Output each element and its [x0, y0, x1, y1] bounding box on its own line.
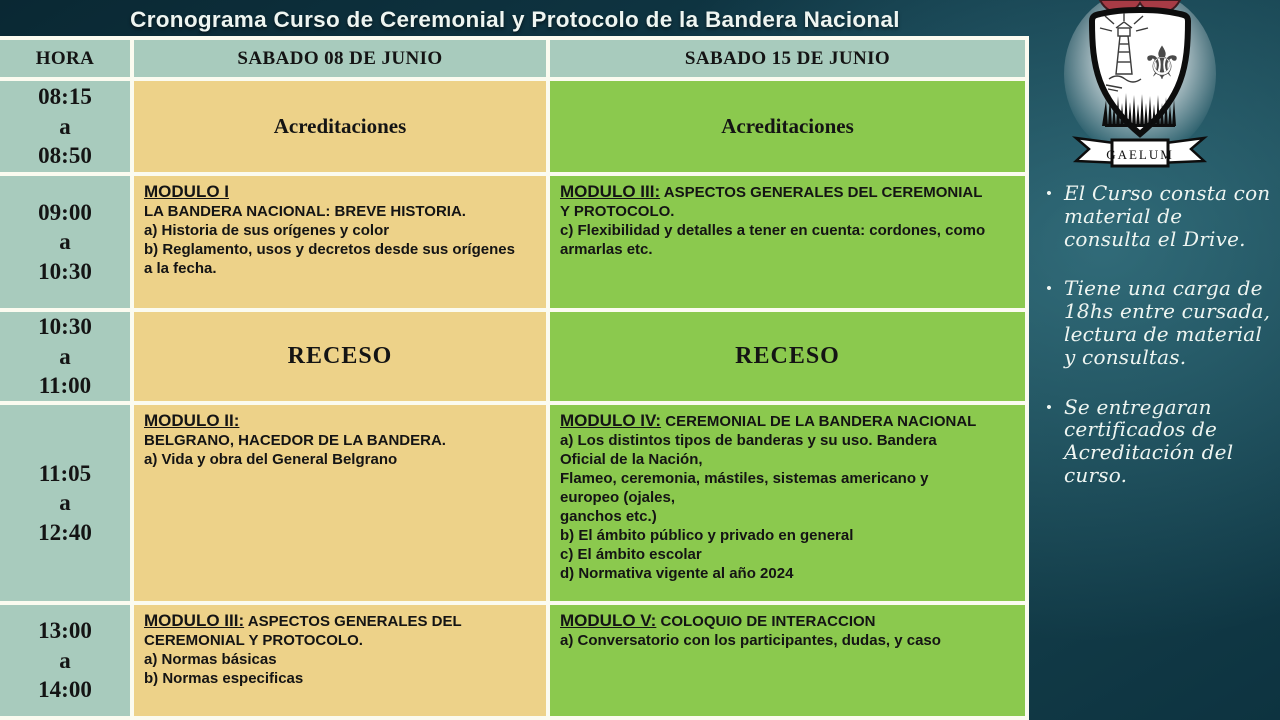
- sidebar: [1030, 0, 1280, 720]
- pine-trees-base: [1105, 124, 1175, 127]
- time-cell: [0, 81, 130, 172]
- header-hora: HORA: [0, 40, 130, 77]
- time-sep: a: [59, 113, 71, 139]
- page-title: Cronograma Curso de Ceremonial y Protocolo de la Bandera Nacional: [130, 7, 900, 32]
- time-end: 12:40: [38, 519, 92, 545]
- list-item: [1034, 396, 1276, 487]
- time-sep: a: [59, 490, 71, 516]
- time-end: 08:50: [38, 143, 92, 169]
- schedule-table: [0, 36, 1029, 720]
- time-cell: [0, 176, 130, 308]
- module-heading: MODULO IV:: [560, 411, 662, 430]
- cell-line: a) Historia de sus orígenes y color: [144, 222, 390, 239]
- header-sabado-15: SABADO 15 DE JUNIO: [550, 40, 1025, 77]
- cell-line: c) Flexibilidad y detalles a tener en cuenta: cordones, como: [560, 222, 986, 239]
- cell-line: d) Normativa vigente al año 2024: [560, 565, 794, 582]
- time-start: 11:05: [38, 460, 92, 486]
- module-subtitle: ASPECTOS GENERALES DEL: [247, 613, 462, 630]
- bullet-icon: •: [1046, 185, 1052, 202]
- note-text: Tiene una carga de 18hs entre cursada, lectura de material y consultas.: [1064, 276, 1271, 369]
- bullet-icon: •: [1046, 280, 1052, 298]
- cell-line: b) El ámbito público y privado en general: [560, 527, 854, 544]
- gaelum-crest: [1062, 0, 1218, 170]
- module-heading: MODULO III:: [560, 182, 661, 201]
- time-cell: [0, 312, 130, 401]
- cell-modulo-1: [134, 176, 546, 308]
- cell-acreditaciones-d1: Acreditaciones: [134, 81, 546, 172]
- cell-modulo-2: [134, 405, 546, 601]
- cell-receso-d1: RECESO: [134, 312, 546, 401]
- cell-modulo-3-d1: [134, 605, 546, 716]
- module-heading: MODULO V:: [560, 611, 657, 630]
- cell-modulo-4: [550, 405, 1025, 601]
- module-subtitle: ASPECTOS GENERALES DEL CEREMONIAL: [663, 184, 983, 201]
- time-start: 13:00: [38, 618, 92, 644]
- cell-line: b) Normas especificas: [144, 670, 304, 687]
- note-text: Se entregaran certificados de Acreditación del curso.: [1064, 394, 1234, 487]
- cell-modulo-3-d2: [550, 176, 1025, 308]
- cell-line: armarlas etc.: [560, 241, 653, 258]
- cell-line: a) Normas básicas: [144, 651, 277, 668]
- cell-line: a la fecha.: [144, 260, 217, 277]
- time-start: 08:15: [38, 84, 92, 110]
- cell-line: a) Los distintos tipos de banderas y su uso. Bandera: [560, 432, 937, 449]
- module-heading: MODULO III:: [144, 611, 245, 630]
- cell-line: BELGRANO, HACEDOR DE LA BANDERA.: [144, 432, 446, 449]
- cell-line: ganchos etc.): [560, 508, 657, 525]
- module-subtitle: COLOQUIO DE INTERACCION: [660, 613, 876, 630]
- time-start: 09:00: [38, 199, 92, 225]
- note-text: El Curso consta con material de consulta el Drive.: [1064, 181, 1271, 251]
- cell-receso-d2: RECESO: [550, 312, 1025, 401]
- cell-line: LA BANDERA NACIONAL: BREVE HISTORIA.: [144, 203, 466, 220]
- cell-line: a) Vida y obra del General Belgrano: [144, 451, 398, 468]
- time-end: 10:30: [38, 258, 92, 284]
- cell-line: Y PROTOCOLO.: [560, 203, 675, 220]
- time-sep: a: [59, 647, 71, 673]
- gaelum-ribbon: [1076, 138, 1204, 166]
- time-end: 14:00: [38, 677, 92, 703]
- time-start: 10:30: [38, 314, 92, 340]
- cell-line: Flameo, ceremonia, mástiles, sistemas americano y: [560, 470, 929, 487]
- cell-line: b) Reglamento, usos y decretos desde sus orígenes: [144, 241, 515, 258]
- module-heading: MODULO I: [144, 182, 229, 201]
- cell-acreditaciones-d2: Acreditaciones: [550, 81, 1025, 172]
- time-end: 11:00: [38, 373, 92, 399]
- list-item: [1034, 182, 1276, 250]
- list-item: [1034, 277, 1276, 368]
- cell-line: CEREMONIAL Y PROTOCOLO.: [144, 632, 363, 649]
- cell-line: europeo (ojales,: [560, 489, 676, 506]
- time-sep: a: [59, 343, 71, 369]
- cell-line: Oficial de la Nación,: [560, 451, 703, 468]
- cell-modulo-5: [550, 605, 1025, 716]
- module-heading: MODULO II:: [144, 411, 240, 430]
- fleur-de-lis-icon: ⚜: [1141, 36, 1183, 90]
- crest-motto: GAELUM: [1106, 147, 1174, 162]
- time-cell: [0, 405, 130, 601]
- bullet-icon: •: [1046, 398, 1052, 416]
- time-sep: a: [59, 229, 71, 255]
- cell-line: c) El ámbito escolar: [560, 546, 702, 563]
- header-sabado-08: SABADO 08 DE JUNIO: [134, 40, 546, 77]
- notes-list: [1034, 182, 1276, 514]
- time-cell: [0, 605, 130, 716]
- module-subtitle: CEREMONIAL DE LA BANDERA NACIONAL: [665, 413, 977, 430]
- cell-line: a) Conversatorio con los participantes, dudas, y caso: [560, 632, 941, 649]
